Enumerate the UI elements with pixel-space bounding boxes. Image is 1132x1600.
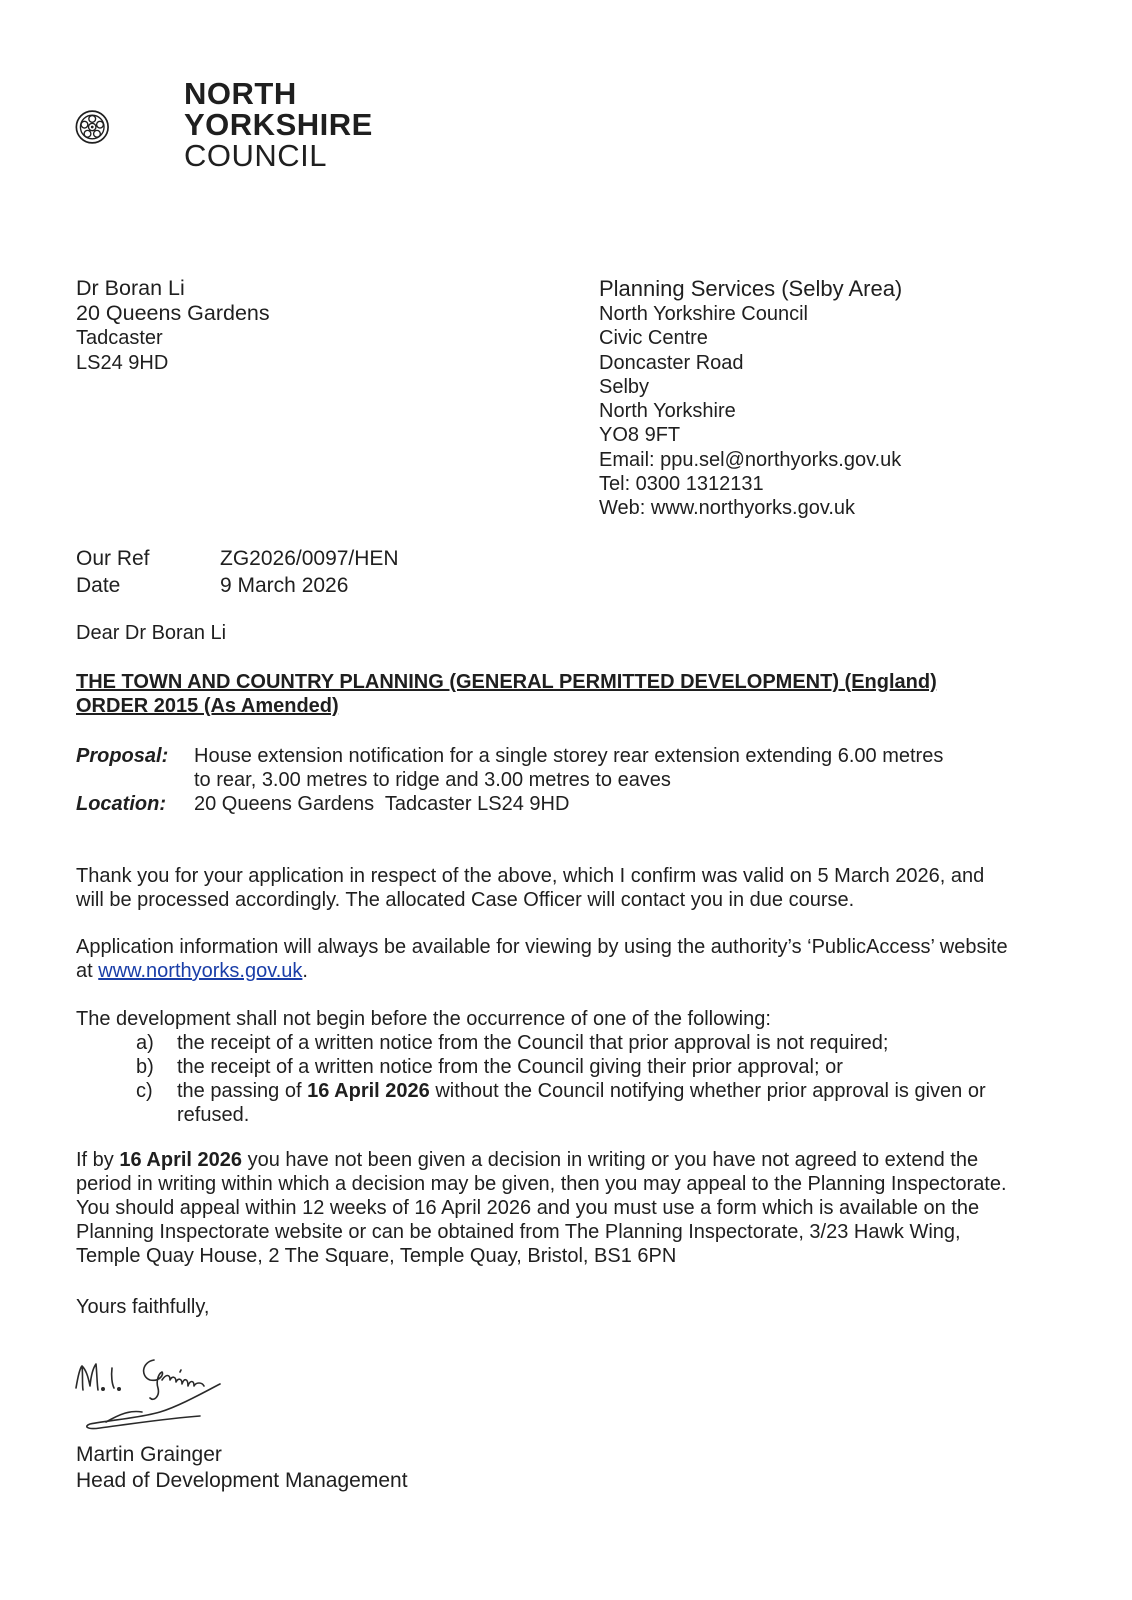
- para4-post: you have not been given a decision in writing or you have not agreed to extend the: [242, 1149, 979, 1171]
- council-wordmark: [184, 78, 373, 171]
- paragraph-conditions-intro: The development shall not begin before the occurrence of one of the following:: [76, 1008, 771, 1030]
- para4-line-4: Planning Inspectorate website or can be obtained from The Planning Inspectorate, 3/23 Hawk Wing,: [76, 1221, 961, 1243]
- sender-telephone: Tel: 0300 1312131: [599, 473, 764, 496]
- location-label: Location:: [76, 793, 166, 815]
- sender-building: Civic Centre: [599, 327, 708, 350]
- conditions-list: [136, 1031, 1036, 1127]
- para4-bold-date: 16 April 2026: [119, 1149, 243, 1171]
- paragraph-validation: [76, 864, 1066, 912]
- location-value: 20 Queens Gardens Tadcaster LS24 9HD: [194, 793, 570, 815]
- list-item: [136, 1079, 1036, 1127]
- sender-postcode: YO8 9FT: [599, 424, 681, 447]
- ref-label: Our Ref: [76, 547, 150, 570]
- signatory-name: Martin Grainger: [76, 1443, 222, 1466]
- reference-block: [76, 545, 399, 599]
- list-item-text: the receipt of a written notice from the Council that prior approval is not required;: [177, 1032, 889, 1054]
- para4-line-3: You should appeal within 12 weeks of 16 April 2026 and you must use a form which is available on the: [76, 1197, 980, 1219]
- sender-county: North Yorkshire: [599, 400, 736, 423]
- logo-line-council: COUNCIL: [184, 138, 328, 173]
- c-pre: the passing of: [177, 1080, 308, 1102]
- recipient-street: 20 Queens Gardens: [76, 301, 270, 325]
- para2-end: .: [302, 960, 308, 982]
- para2-at: at: [76, 960, 99, 982]
- recipient-town: Tadcaster: [76, 327, 163, 349]
- date-value: 9 March 2026: [220, 574, 349, 597]
- list-marker: a): [136, 1032, 154, 1054]
- para1-line-2: will be processed accordingly. The allocated Case Officer will contact you in due course.: [76, 889, 855, 911]
- proposal-text-line-1: House extension notification for a single storey rear extension extending 6.00 metres: [194, 745, 944, 767]
- para4-line-2: period in writing within which a decision may be given, then you may appeal to the Planning Inspectorate.: [76, 1173, 1007, 1195]
- list-item: [136, 1031, 1036, 1055]
- para1-line-1: Thank you for your application in respect of the above, which I confirm was valid on 5 March 2026, and: [76, 865, 985, 887]
- list-item: [136, 1055, 1036, 1079]
- handwritten-signature: [70, 1346, 250, 1436]
- date-label: Date: [76, 574, 121, 597]
- proposal-label: Proposal:: [76, 745, 169, 767]
- salutation: Dear Dr Boran Li: [76, 622, 227, 644]
- signatory-title: Head of Development Management: [76, 1469, 408, 1492]
- c-line-2: refused.: [177, 1104, 250, 1126]
- closing: Yours faithfully,: [76, 1296, 210, 1318]
- para2-line-2: [76, 959, 1066, 983]
- proposal-block: [76, 744, 1076, 816]
- c-bold-date: 16 April 2026: [307, 1080, 430, 1102]
- recipient-name: Dr Boran Li: [76, 276, 185, 300]
- list-marker: c): [136, 1080, 153, 1102]
- para4-pre: If by: [76, 1149, 120, 1171]
- sender-town: Selby: [599, 375, 650, 398]
- letter-heading: [76, 670, 1066, 718]
- list-marker: b): [136, 1056, 154, 1078]
- para4-line-5: Temple Quay House, 2 The Square, Temple Quay, Bristol, BS1 6PN: [76, 1245, 677, 1267]
- sender-email: Email: ppu.sel@northyorks.gov.uk: [599, 448, 902, 471]
- signatory-block: [76, 1442, 1066, 1494]
- sender-website: Web: www.northyorks.gov.uk: [599, 497, 856, 520]
- sender-address: [599, 276, 902, 521]
- heading-line-1: THE TOWN AND COUNTRY PLANNING (GENERAL PERMITTED DEVELOPMENT) (England): [76, 671, 937, 693]
- recipient-address: [76, 276, 270, 376]
- sender-organisation: North Yorkshire Council: [599, 303, 808, 325]
- para4-line-1: [76, 1148, 1066, 1172]
- proposal-text-line-2: to rear, 3.00 metres to ridge and 3.00 metres to eaves: [194, 769, 671, 791]
- recipient-postcode: LS24 9HD: [76, 352, 169, 374]
- logo-line-north: NORTH: [184, 76, 297, 111]
- para2-line-1: Application information will always be available for viewing by using the authority’s ‘PublicAccess’ website: [76, 936, 1008, 958]
- rose-emblem-icon: [76, 111, 108, 143]
- logo-line-yorkshire: YORKSHIRE: [184, 107, 373, 142]
- sender-department: Planning Services (Selby Area): [599, 276, 903, 301]
- ref-value: ZG2026/0097/HEN: [220, 547, 399, 570]
- c-post: without the Council notifying whether prior approval is given or: [429, 1080, 986, 1102]
- northyorks-website-link[interactable]: www.northyorks.gov.uk: [98, 960, 303, 982]
- paragraph-public-access: [76, 935, 1066, 983]
- list-item-text: the receipt of a written notice from the Council giving their prior approval; or: [177, 1056, 843, 1078]
- list-item-text: [177, 1079, 986, 1103]
- sender-road: Doncaster Road: [599, 351, 744, 374]
- council-logo: [74, 72, 182, 182]
- heading-line-2: ORDER 2015 (As Amended): [76, 695, 339, 717]
- paragraph-appeal: [76, 1148, 1066, 1268]
